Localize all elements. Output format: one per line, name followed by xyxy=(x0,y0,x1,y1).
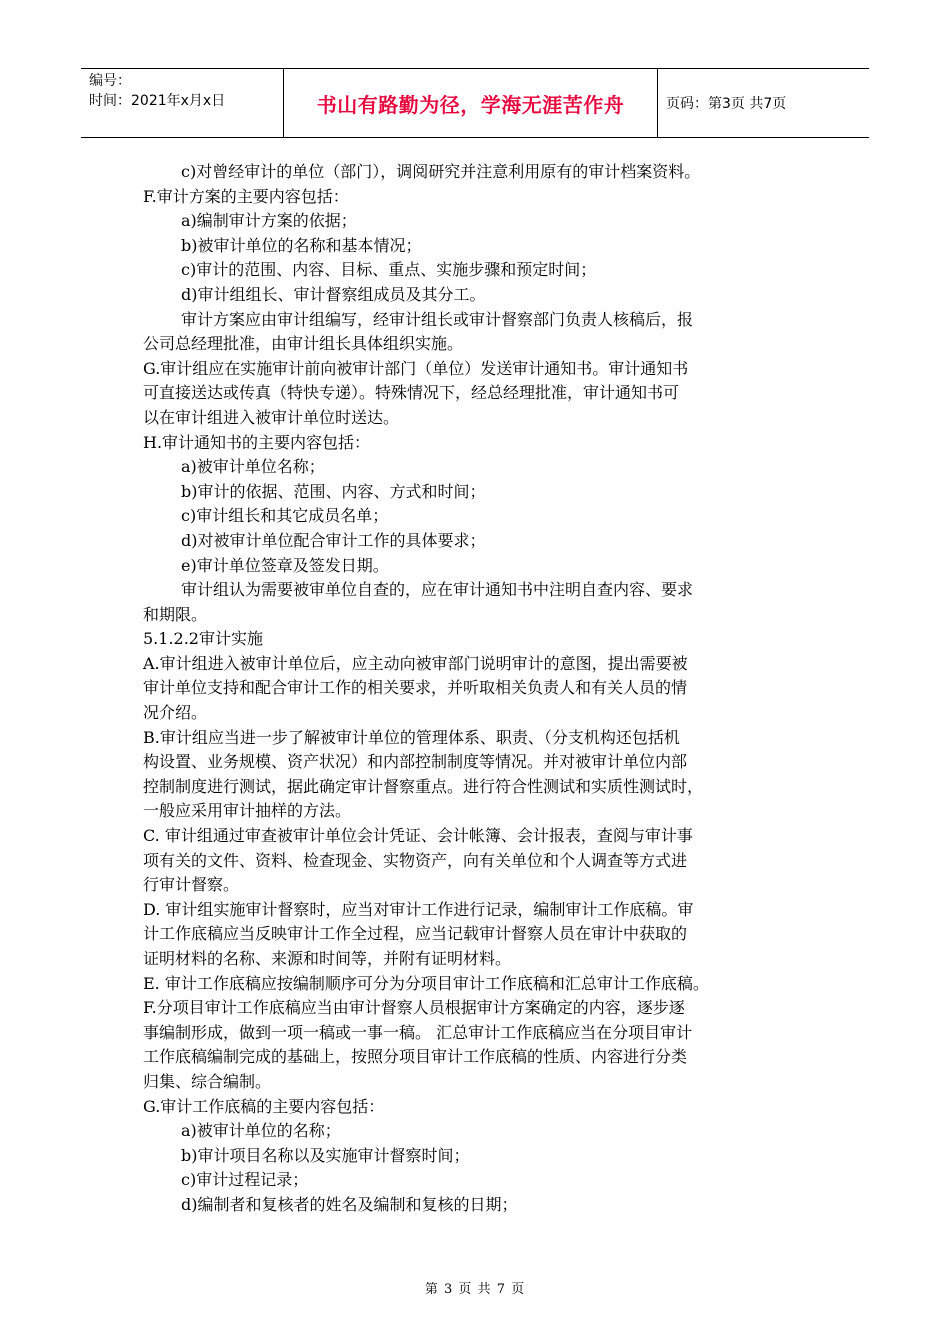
page-header xyxy=(81,68,869,138)
header-page-info: 页码：第3页 共7页 xyxy=(666,96,787,112)
text-line: 归集、综合编制。 xyxy=(143,1071,272,1091)
document-number-label: 编号： xyxy=(89,73,131,89)
document-date: 时间：2021年x月x日 xyxy=(89,93,226,109)
document-body xyxy=(143,160,811,1218)
text-line: e)审计单位签章及签发日期。 xyxy=(181,555,389,575)
text-line: 和期限。 xyxy=(143,604,208,624)
text-line: b)审计的依据、范围、内容、方式和时间； xyxy=(181,481,486,501)
page-footer: 第 3 页 共 7 页 xyxy=(424,1282,526,1297)
text-line: d)对被审计单位配合审计工作的具体要求； xyxy=(181,530,486,550)
text-line: F.审计方案的主要内容包括： xyxy=(143,186,349,206)
text-line: a)被审计单位名称； xyxy=(181,457,325,477)
text-line: c)审计组长和其它成员名单； xyxy=(181,506,389,526)
text-line: B.审计组应当进一步了解被审计单位的管理体系、职责、（分支机构还包括机 xyxy=(143,727,680,747)
text-line: F.分项目审计工作底稿应当由审计督察人员根据审计方案确定的内容，逐步逐 xyxy=(143,998,685,1018)
header-meta-cell xyxy=(81,69,284,137)
text-line: 控制制度进行测试，据此确定审计督察重点。进行符合性测试和实质性测试时， xyxy=(143,776,704,796)
text-line: 行审计督察。 xyxy=(143,875,240,895)
text-line: c)审计过程记录； xyxy=(181,1170,309,1190)
text-line: b)被审计单位的名称和基本情况； xyxy=(181,235,422,255)
text-line: 审计方案应由审计组编写，经审计组长或审计督察部门负责人核稿后，报 xyxy=(181,309,694,329)
text-line: 审计单位支持和配合审计工作的相关要求，并听取相关负责人和有关人员的情 xyxy=(143,678,688,698)
text-line: A.审计组进入被审计单位后，应主动向被审部门说明审计的意图，提出需要被 xyxy=(143,653,688,673)
text-line: 事编制形成，做到一项一稿或一事一稿。 汇总审计工作底稿应当在分项目审计 xyxy=(143,1022,693,1042)
text-line: 况介绍。 xyxy=(143,703,208,723)
text-line: E. 审计工作底稿应按编制顺序可分为分项目审计工作底稿和汇总审计工作底稿。 xyxy=(143,973,709,993)
text-line: 项有关的文件、资料、检查现金、实物资产，向有关单位和个人调查等方式进 xyxy=(143,850,688,870)
text-line: D. 审计组实施审计督察时，应当对审计工作进行记录，编制审计工作底稿。审 xyxy=(143,899,694,919)
text-line: c)审计的范围、内容、目标、重点、实施步骤和预定时间； xyxy=(181,260,597,280)
text-line: 构设置、业务规模、资产状况）和内部控制制度等情况。并对被审计单位内部 xyxy=(143,752,688,772)
text-line: 审计组认为需要被审单位自查的，应在审计通知书中注明自查内容、要求 xyxy=(181,580,694,600)
header-motto: 书山有路勤为径，学海无涯苦作舟 xyxy=(284,69,658,137)
text-line: 一般应采用审计抽样的方法。 xyxy=(143,801,352,821)
text-line: 5.1.2.2审计实施 xyxy=(143,629,263,649)
text-line: 公司总经理批准，由审计组长具体组织实施。 xyxy=(143,334,464,354)
text-line: a)被审计单位的名称； xyxy=(181,1121,341,1141)
text-line: 计工作底稿应当反映审计工作全过程，应当记载审计督察人员在审计中获取的 xyxy=(143,924,688,944)
text-line: c)对曾经审计的单位（部门），调阅研究并注意利用原有的审计档案资料。 xyxy=(181,162,701,181)
text-line: d)审计组组长、审计督察组成员及其分工。 xyxy=(181,284,486,304)
text-line: a)编制审计方案的依据； xyxy=(181,211,357,231)
text-line: C. 审计组通过审查被审计单位会计凭证、会计帐簿、会计报表，查阅与审计事 xyxy=(143,826,693,846)
text-line: H.审计通知书的主要内容包括： xyxy=(143,432,371,452)
text-line: 工作底稿编制完成的基础上，按照分项目审计工作底稿的性质、内容进行分类 xyxy=(143,1047,688,1067)
text-line: 以在审计组进入被审计单位时送达。 xyxy=(143,407,400,427)
text-line: G.审计组应在实施审计前向被审计部门（单位）发送审计通知书。审计通知书 xyxy=(143,358,689,378)
text-line: 证明材料的名称、来源和时间等，并附有证明材料。 xyxy=(143,949,512,968)
text-line: 可直接送达或传真（特快专递）。特殊情况下，经总经理批准，审计通知书可 xyxy=(143,383,680,403)
text-line: d)编制者和复核者的姓名及编制和复核的日期； xyxy=(181,1194,518,1214)
text-line: G.审计工作底稿的主要内容包括： xyxy=(143,1096,385,1116)
text-line: b)审计项目名称以及实施审计督察时间； xyxy=(181,1145,470,1165)
